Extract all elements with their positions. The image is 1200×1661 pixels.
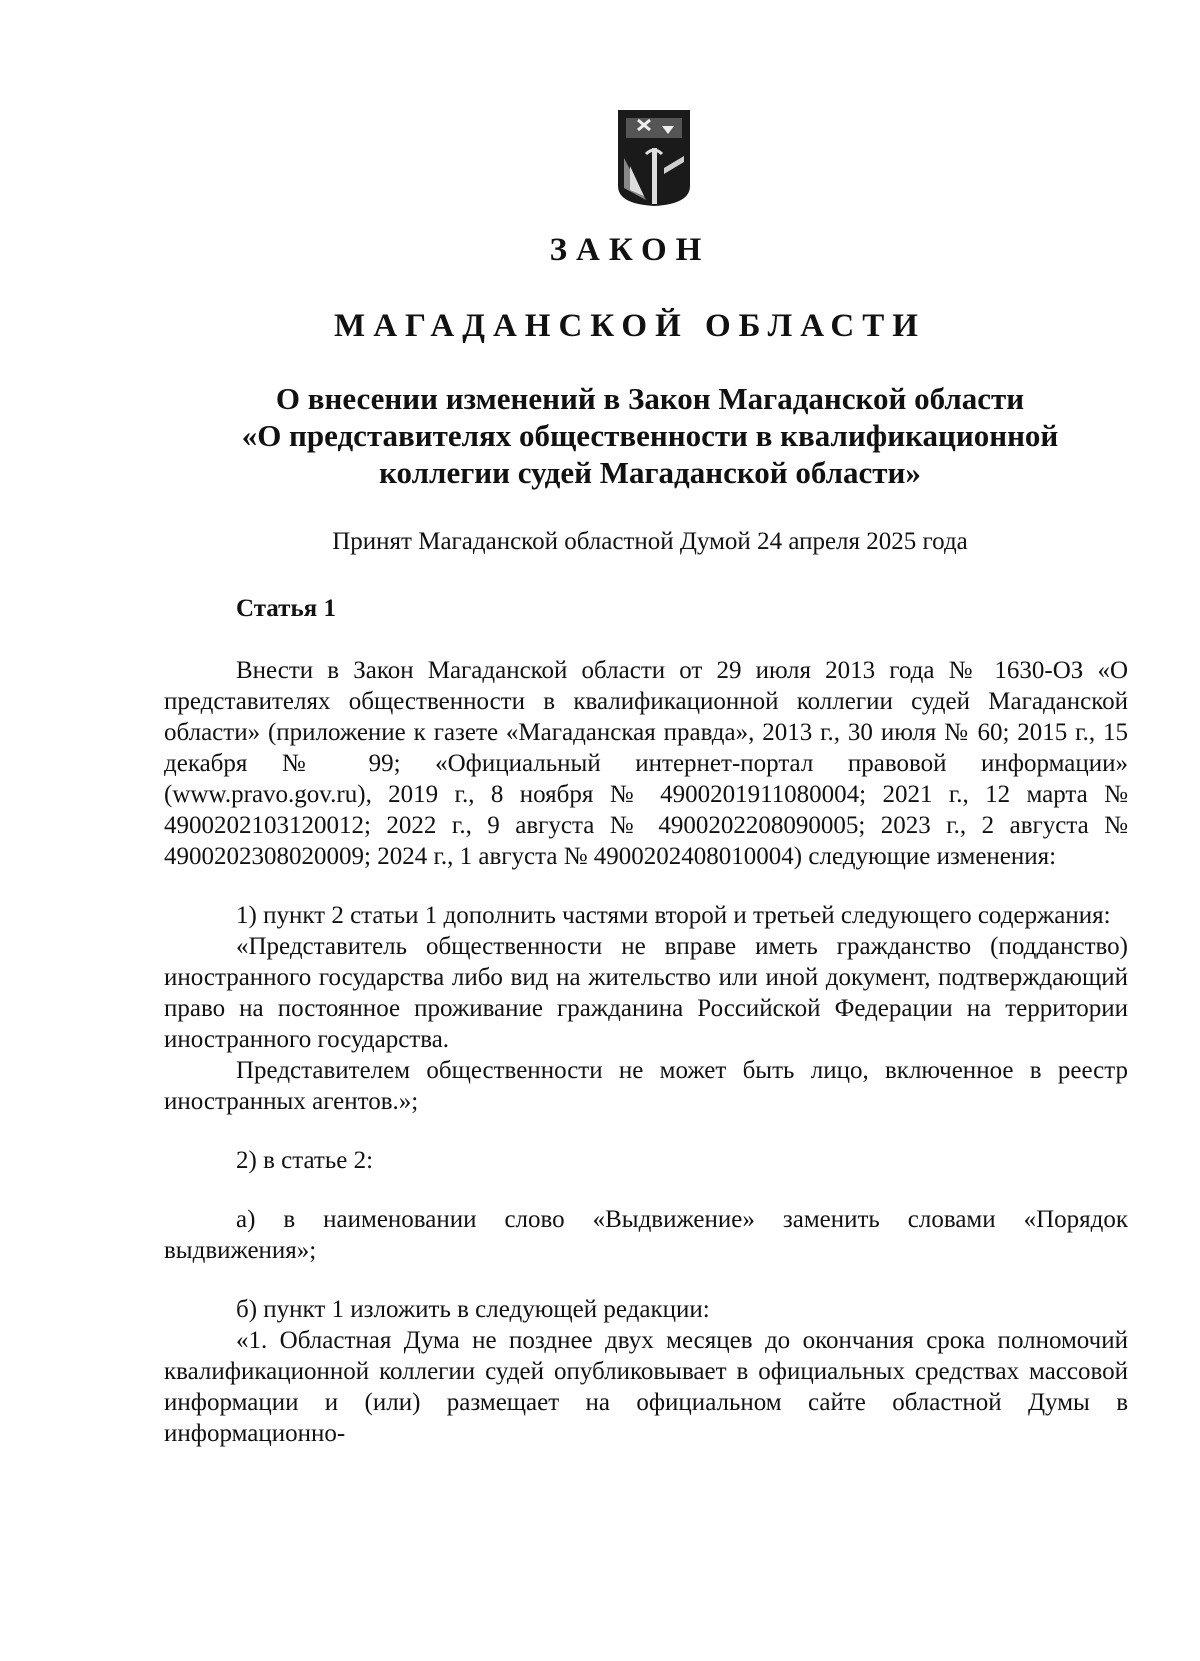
body-paragraph: Внести в Закон Магаданской области от 29 июля 2013 года № 1630-ОЗ «О представителях общественности в квалификационной коллегии судей Магаданской области» (приложение к газете «Магаданская правда», 2013 г., 30 июля № 60; 2015 г., 15 декабря № 99; «Официальный интернет-портал правовой информации» (www.pravo.gov.ru), 2019 г., 8 ноября № 4900201911080004; 2021 г., 12 марта № 4900202103120012; 2022 г., 9 августа № 4900202208090005; 2023 г., 2 августа № 4900202308020009; 2024 г., 1 августа № 4900202408010004) следующие изменения: xyxy=(164,657,1128,870)
document-region-title: МАГАДАНСКОЙ ОБЛАСТИ xyxy=(334,308,926,344)
adoption-note: Принят Магаданской областной Думой 24 апреля 2025 года xyxy=(332,528,968,555)
law-subject-line: «О представителях общественности в квалификационной xyxy=(241,418,1059,453)
coat-of-arms-icon xyxy=(616,108,692,208)
law-subject-line: коллегии судей Магаданской области» xyxy=(379,455,921,490)
document-title: ЗАКОН xyxy=(549,232,711,268)
article-heading: Статья 1 xyxy=(236,595,336,622)
body-paragraph: 2) в статье 2: xyxy=(236,1147,374,1174)
law-subject xyxy=(170,380,1130,491)
body-paragraph: 1) пункт 2 статьи 1 дополнить частями второй и третьей следующего содержания: xyxy=(236,902,1111,929)
body-paragraph: «Представитель общественности не вправе иметь гражданство (подданство) иностранного государства либо вид на жительство или иной документ, подтверждающий право на постоянное проживание гражданина Российской Федерации на территории иностранного государства. xyxy=(164,933,1128,1053)
law-subject-line: О внесении изменений в Закон Магаданской области xyxy=(275,381,1025,416)
body-paragraph: б) пункт 1 изложить в следующей редакции: xyxy=(236,1296,710,1323)
article-body xyxy=(164,655,1128,1449)
body-paragraph: Представителем общественности не может быть лицо, включенное в реестр иностранных агентов.»; xyxy=(164,1057,1128,1115)
body-paragraph: а) в наименовании слово «Выдвижение» заменить словами «Порядок выдвижения»; xyxy=(164,1206,1128,1264)
body-paragraph: «1. Областная Дума не позднее двух месяцев до окончания срока полномочий квалификационной коллегии судей опубликовывает в официальных средствах массовой информации и (или) размещает на официальном сайте областной Думы в информационно- xyxy=(164,1327,1128,1447)
